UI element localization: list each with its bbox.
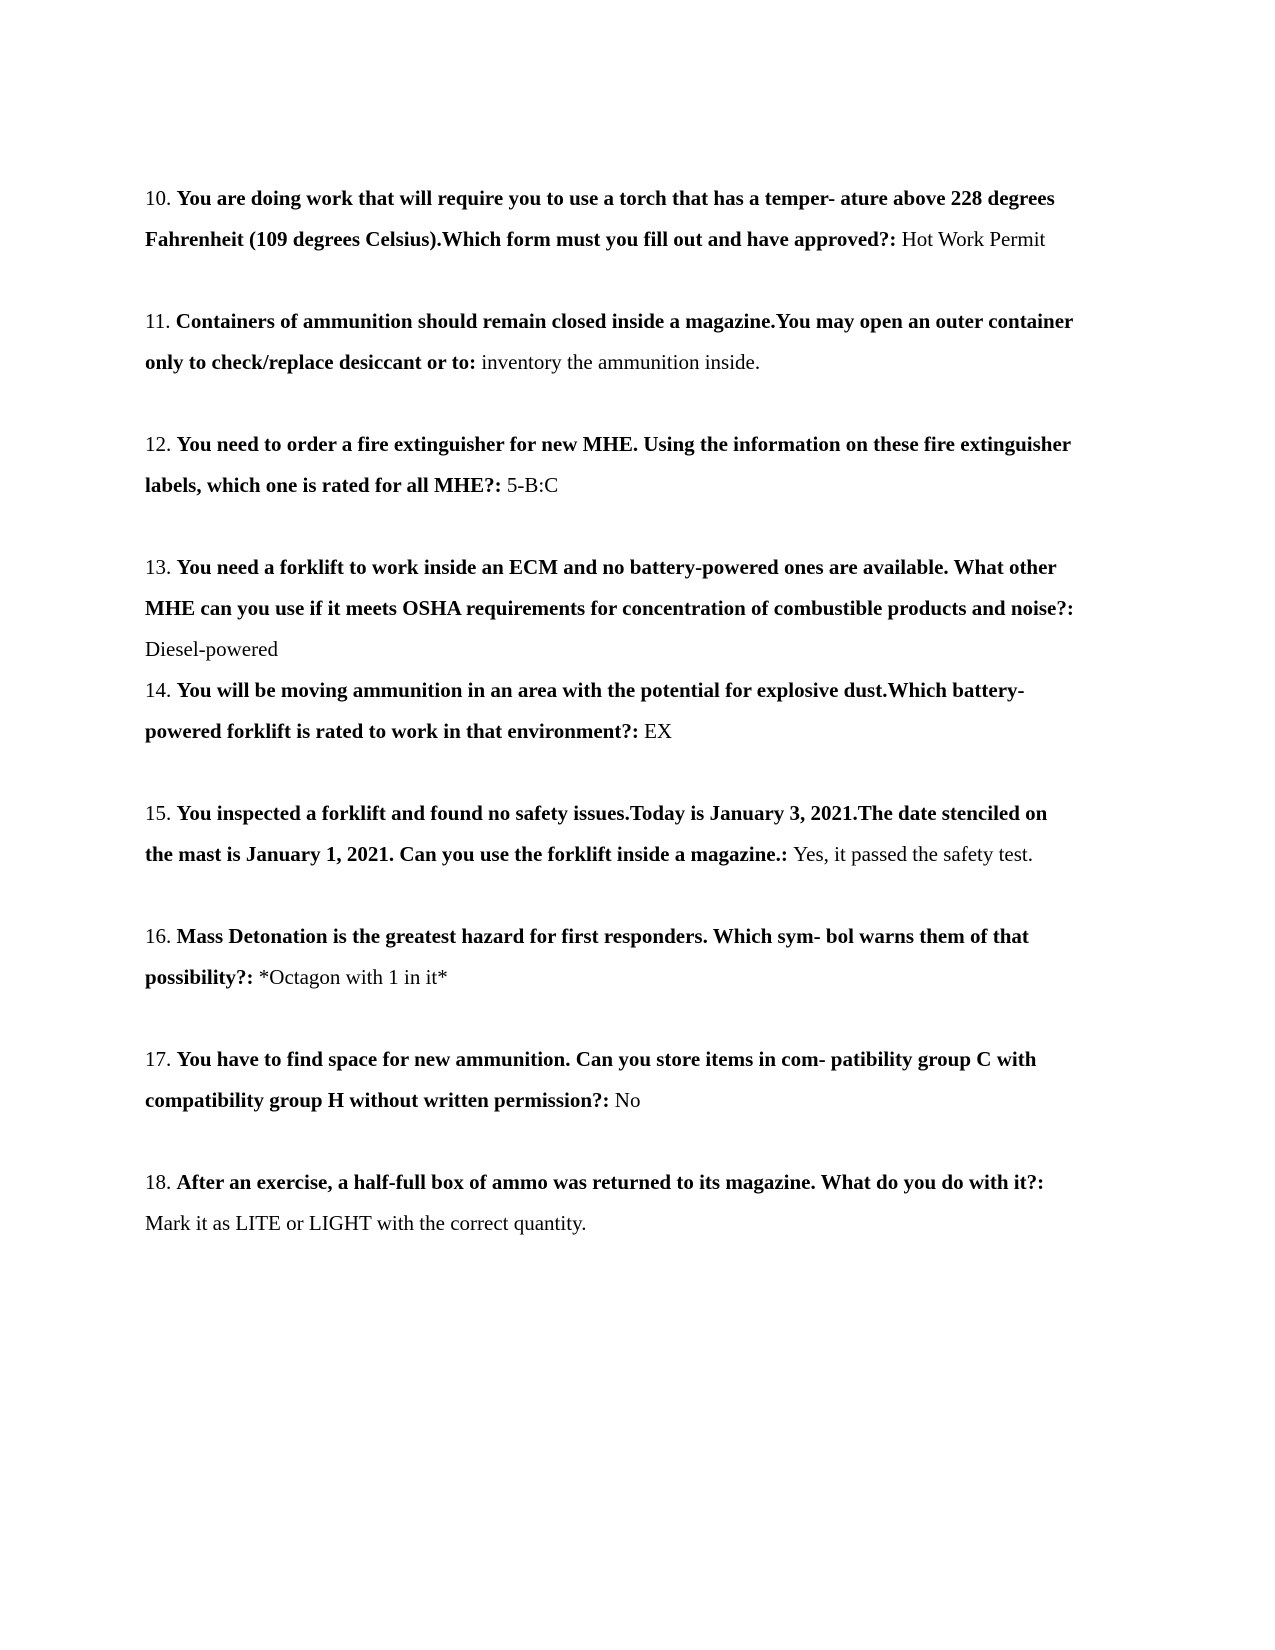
- question-number: 17.: [145, 1047, 177, 1071]
- question-text: You have to find space for new ammunition. Can you store items in com- patibility group C with compatibility group H without written permission?:: [145, 1047, 1037, 1112]
- answer-text: No: [614, 1088, 641, 1112]
- question-text: You need a forklift to work inside an ECM and no battery-powered ones are available. What other MHE can you use if it meets OSHA requirements for concentration of combustible products and noise?:: [145, 555, 1074, 620]
- question-number: 11.: [145, 309, 176, 333]
- qa-item: [145, 1162, 1075, 1244]
- qa-item: [145, 547, 1075, 670]
- qa-item: [145, 916, 1075, 998]
- qa-item: [145, 670, 1075, 752]
- question-number: 18.: [145, 1170, 177, 1194]
- qa-item: [145, 793, 1075, 875]
- question-number: 13.: [145, 555, 177, 579]
- question-number: 12.: [145, 432, 177, 456]
- answer-text: inventory the ammunition inside.: [481, 350, 761, 374]
- qa-item: [145, 301, 1075, 383]
- qa-item: [145, 178, 1075, 260]
- question-text: You inspected a forklift and found no safety issues.Today is January 3, 2021.The date stenciled on the mast is January 1, 2021. Can you use the forklift inside a magazine.:: [145, 801, 1048, 866]
- question-text: You will be moving ammunition in an area with the potential for explosive dust.Which battery-powered forklift is rated to work in that environment?:: [145, 678, 1025, 743]
- question-text: After an exercise, a half-full box of ammo was returned to its magazine. What do you do with it?:: [176, 1170, 1045, 1194]
- qa-item: [145, 1039, 1075, 1121]
- question-number: 10.: [145, 186, 177, 210]
- answer-text: Mark it as LITE or LIGHT with the correct quantity.: [145, 1211, 587, 1235]
- question-text: You need to order a fire extinguisher for new MHE. Using the information on these fire extinguisher labels, which one is rated for all MHE?:: [145, 432, 1071, 497]
- question-number: 15.: [145, 801, 177, 825]
- question-number: 14.: [145, 678, 177, 702]
- qa-list: [145, 178, 1075, 1244]
- answer-text: *Octagon with 1 in it*: [258, 965, 448, 989]
- question-text: You are doing work that will require you to use a torch that has a temper- ature above 228 degrees Fahrenheit (109 degrees Celsius).Which form must you fill out and have approved?:: [145, 186, 1055, 251]
- answer-text: EX: [644, 719, 673, 743]
- question-text: Mass Detonation is the greatest hazard for first responders. Which sym- bol warns them of that possibility?:: [145, 924, 1029, 989]
- answer-text: Yes, it passed the safety test.: [793, 842, 1034, 866]
- answer-text: Diesel-powered: [145, 637, 278, 661]
- qa-item: [145, 424, 1075, 506]
- answer-text: Hot Work Permit: [901, 227, 1046, 251]
- question-number: 16.: [145, 924, 177, 948]
- answer-text: 5-B:C: [506, 473, 559, 497]
- question-text: Containers of ammunition should remain closed inside a magazine.You may open an outer container only to check/replace desiccant or to:: [145, 309, 1073, 374]
